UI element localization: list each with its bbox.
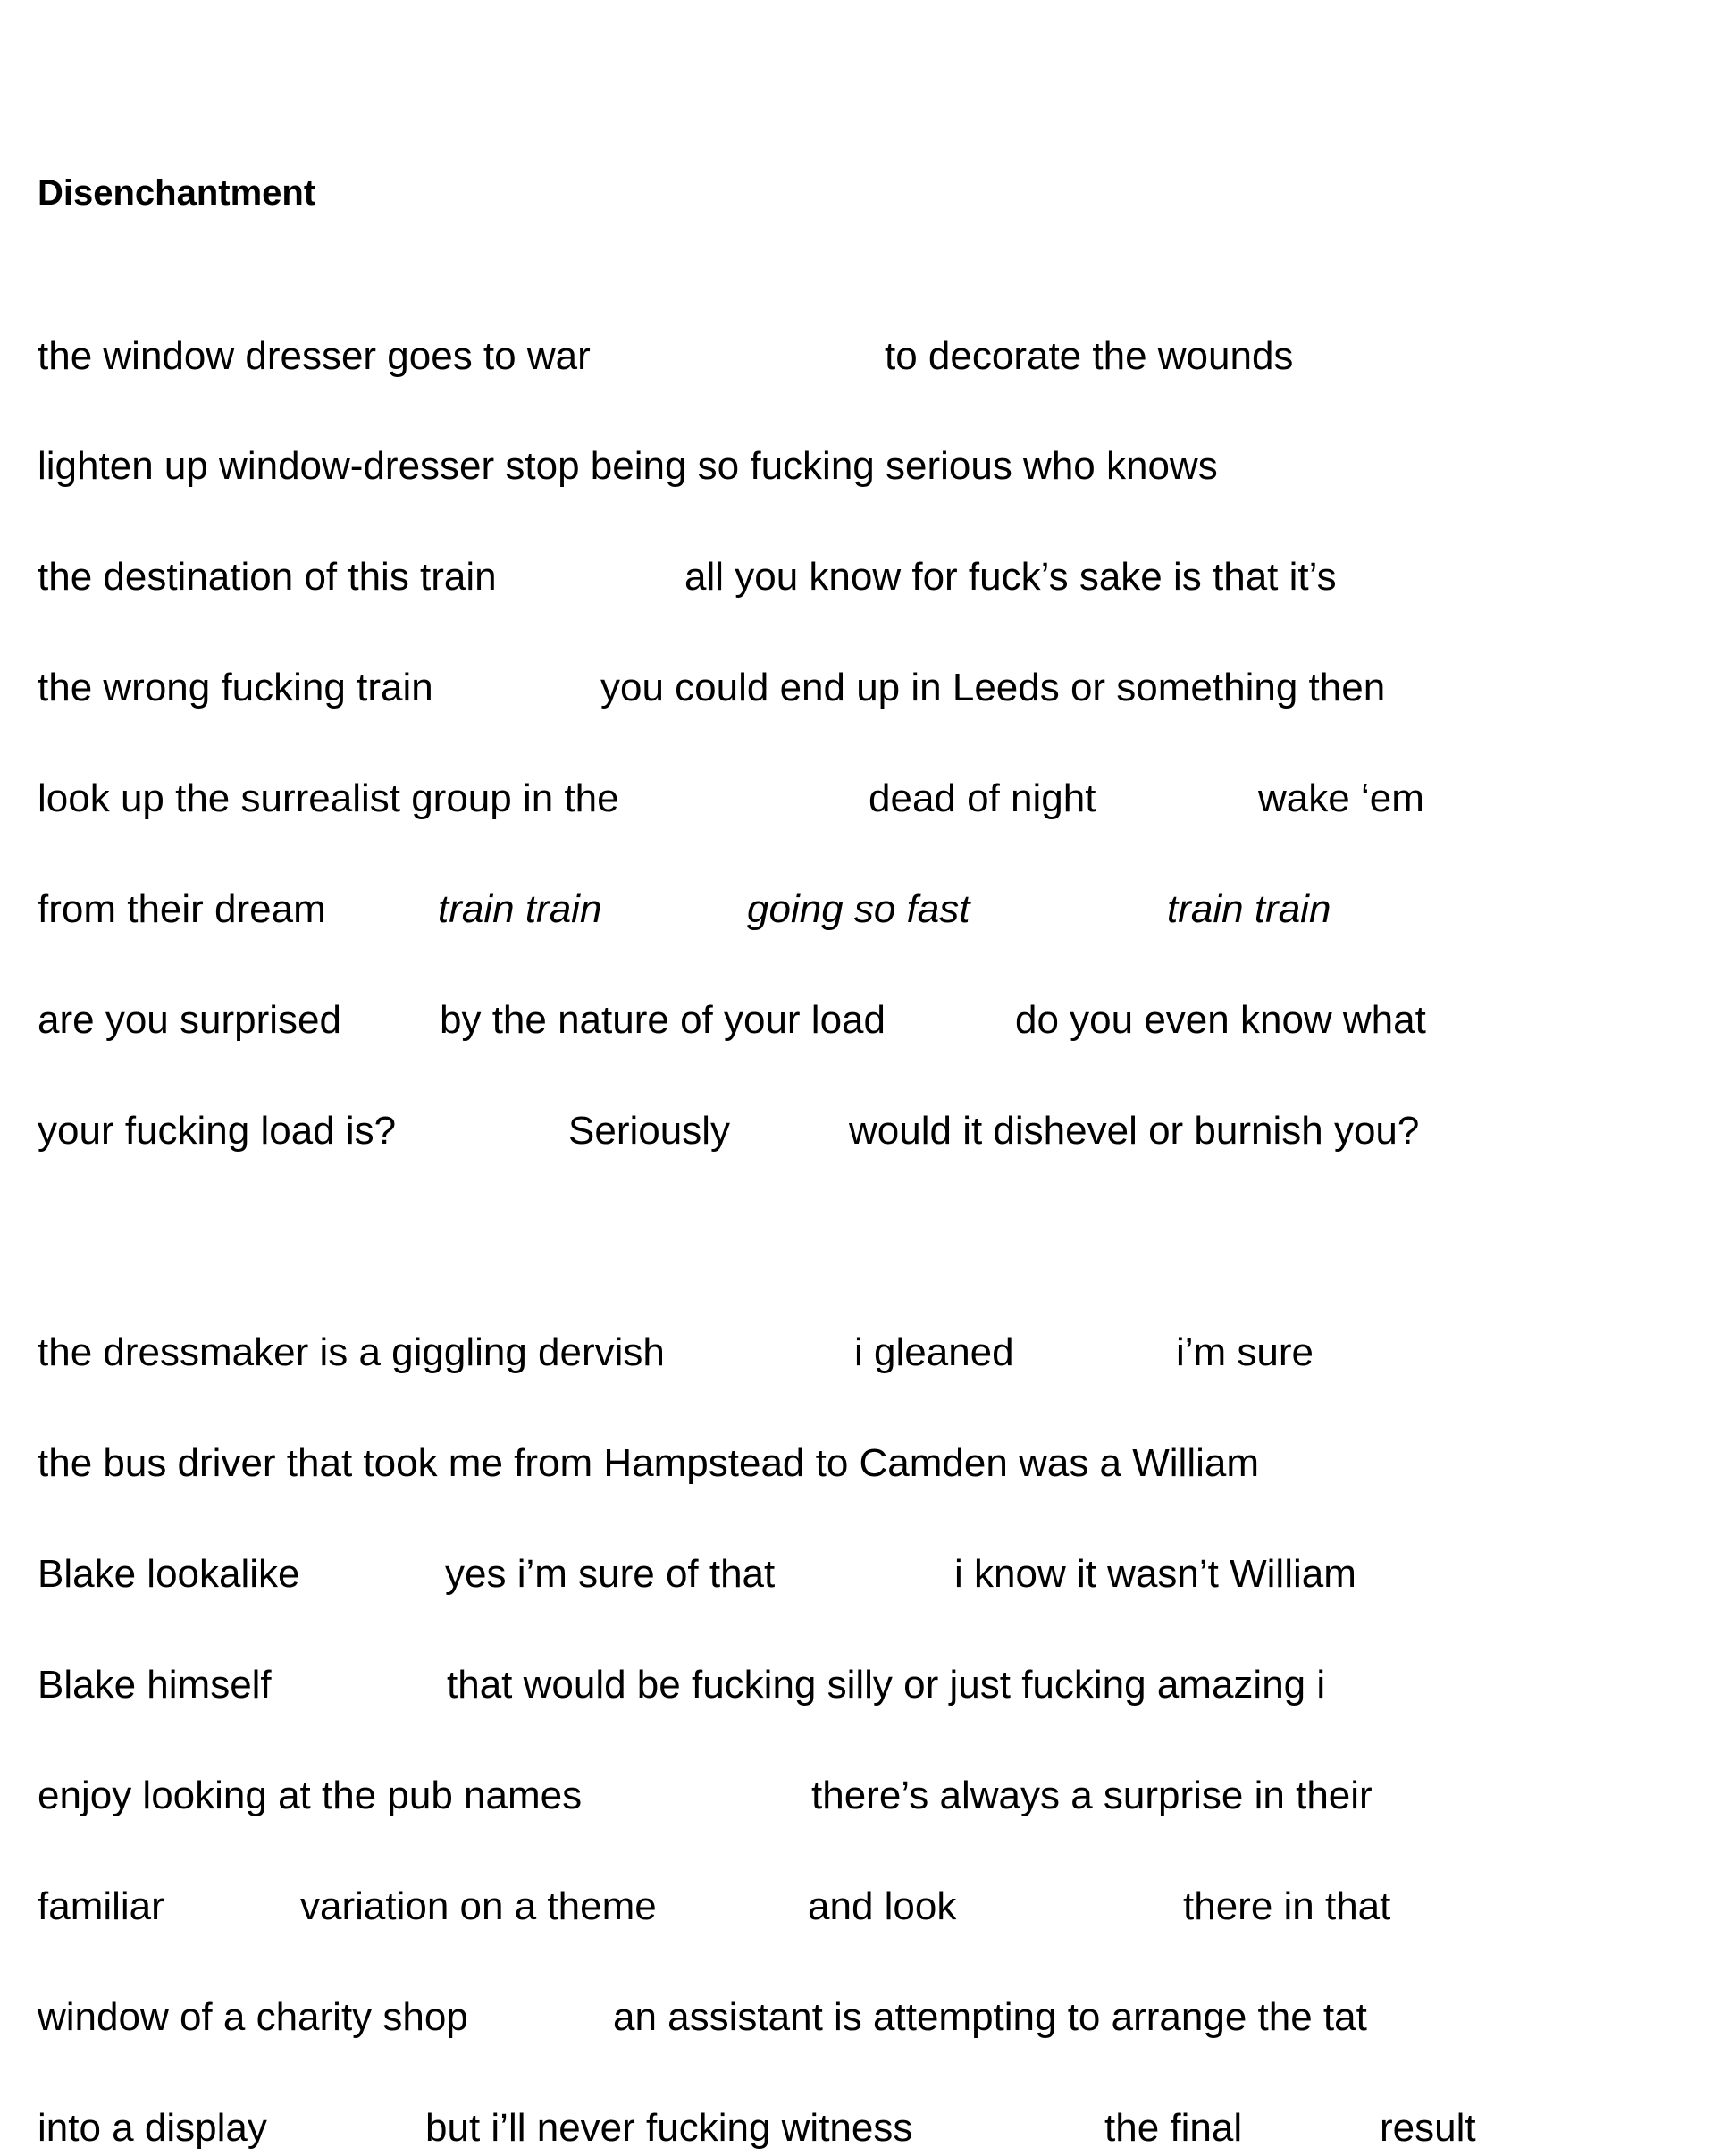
poem-line <box>0 1438 1721 1491</box>
poem-line-segment: familiar <box>38 1884 164 1928</box>
poem-line <box>0 440 1721 494</box>
poem-line <box>0 1770 1721 1824</box>
poem-line-segment: Blake lookalike <box>38 1552 300 1596</box>
poem-line-segment: the destination of this train <box>38 555 497 599</box>
poem-line-segment: yes i’m sure of that <box>445 1552 776 1596</box>
poem-line-segment: but i’ll never fucking witness <box>425 2106 913 2150</box>
poem-line-segment: there in that <box>1183 1884 1391 1928</box>
poem-line-segment: wake ‘em <box>1258 776 1424 820</box>
poem-line-segment: dead of night <box>869 776 1096 820</box>
poem-line-segment: all you know for fuck’s sake is that it’s <box>684 555 1337 599</box>
poem-line <box>0 773 1721 826</box>
poem-line-segment: look up the surrealist group in the <box>38 776 619 820</box>
poem-line-segment: and look <box>808 1884 957 1928</box>
poem-line <box>0 1992 1721 2045</box>
poem-line-segment: the wrong fucking train <box>38 666 433 709</box>
poem-line-segment: train train <box>1167 887 1331 931</box>
poem-line <box>0 2102 1721 2156</box>
poem-line-segment: your fucking load is? <box>38 1109 397 1153</box>
poem-line-segment: window of a charity shop <box>38 1995 468 2039</box>
poem-line-segment: result <box>1380 2106 1476 2150</box>
poem-line <box>0 1659 1721 1713</box>
poem-line-segment: Blake himself <box>38 1663 272 1707</box>
poem-line-segment: i know it wasn’t William <box>954 1552 1356 1596</box>
poem-line-segment: the window dresser goes to war <box>38 334 591 378</box>
poem-line <box>0 1327 1721 1380</box>
poem-line-segment: that would be fucking silly or just fucking amazing i <box>447 1663 1326 1707</box>
poem-line <box>0 1548 1721 1602</box>
poem-line-segment: are you surprised <box>38 998 341 1042</box>
poem-line <box>0 551 1721 605</box>
poem-line-segment: the dressmaker is a giggling dervish <box>38 1330 665 1374</box>
poem-line-segment: train train <box>438 887 602 931</box>
poem-line-segment: an assistant is attempting to arrange the tat <box>613 1995 1367 2039</box>
poem-title: Disenchantment <box>38 173 316 213</box>
poem-line-segment: Seriously <box>568 1109 730 1153</box>
poem-line-segment: enjoy looking at the pub names <box>38 1774 583 1817</box>
poem-line-segment: would it dishevel or burnish you? <box>849 1109 1420 1153</box>
poem-line <box>0 884 1721 937</box>
poem-line-segment: from their dream <box>38 887 326 931</box>
poem-line <box>0 1105 1721 1159</box>
poem-line-segment: do you even know what <box>1015 998 1426 1042</box>
poem-line-segment: into a display <box>38 2106 267 2150</box>
poem-line-segment: i gleaned <box>854 1330 1014 1374</box>
poem-line-segment: going so fast <box>747 887 970 931</box>
poem-line-segment: there’s always a surprise in their <box>811 1774 1373 1817</box>
poem-line-segment: by the nature of your load <box>440 998 886 1042</box>
poem-line-segment: the bus driver that took me from Hampstead to Camden was a William <box>38 1441 1259 1485</box>
poem-line <box>0 331 1721 384</box>
poem-line-segment: i’m sure <box>1176 1330 1314 1374</box>
poem-line-segment: the final <box>1104 2106 1243 2150</box>
poem-line-segment: lighten up window-dresser stop being so fucking serious who knows <box>38 444 1218 488</box>
poem-line <box>0 1881 1721 1934</box>
poem-line <box>0 994 1721 1048</box>
poem-line-segment: to decorate the wounds <box>885 334 1294 378</box>
poem-line-segment: variation on a theme <box>300 1884 657 1928</box>
poem-line <box>0 662 1721 716</box>
poem-line-segment: you could end up in Leeds or something then <box>600 666 1386 709</box>
